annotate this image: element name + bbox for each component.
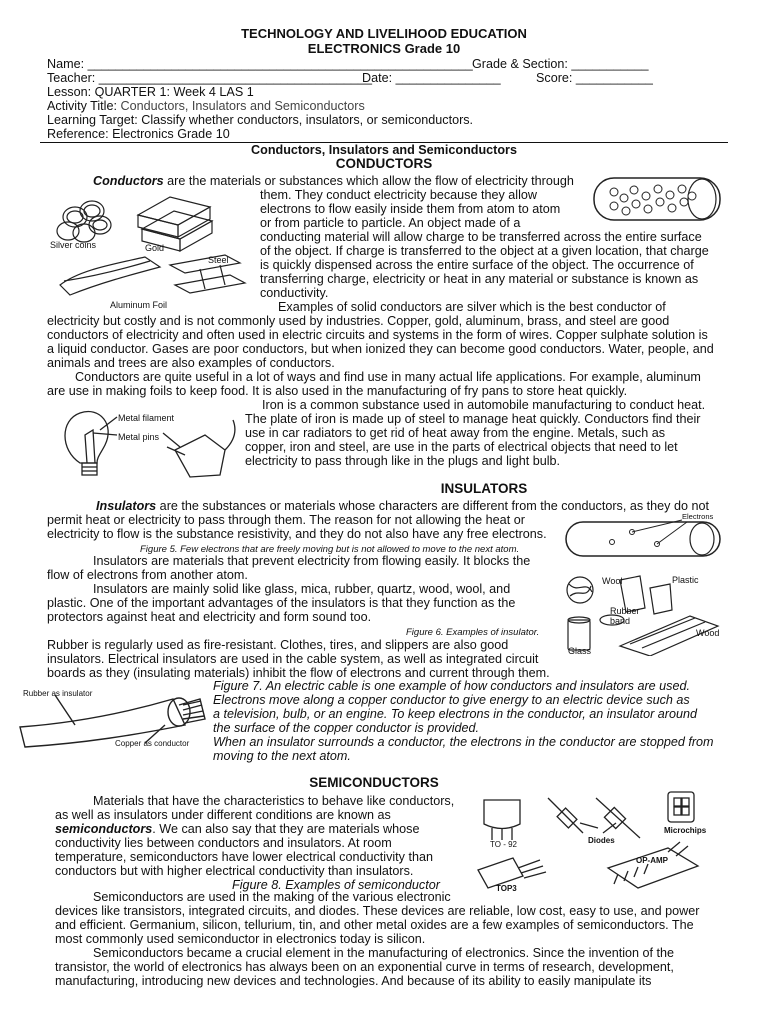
- semi-p2-line-4: most commonly used semiconductor in electronics today is silicon.: [55, 932, 426, 946]
- insulator-electron-tube: [562, 512, 724, 560]
- label-microchips: Microchips: [664, 826, 707, 835]
- semiconductors-term: semiconductors: [55, 822, 153, 836]
- figure-7-caption-line-1: Figure 7. An electric cable is one example of how conductors and insulators are used.: [213, 679, 690, 693]
- semi-p3-line-2: transistor, the world of electronics has always been on an exponential curve in terms of research, development,: [55, 960, 674, 974]
- insulators-p2-line-3: Insulators are mainly solid like glass, mica, rubber, quartz, wood, wool, and: [93, 582, 511, 596]
- insulators-p2-line-1: Insulators are materials that prevent electricity from flowing easily. It blocks the: [93, 554, 531, 568]
- label-to92: TO - 92: [490, 840, 517, 849]
- label-rubber-insulator: Rubber as insulator: [23, 689, 93, 698]
- conductors-p3-line-7: electricity to pass through like in the plugs and light bulb.: [245, 454, 561, 468]
- semi-p1-line-2: as well as insulators under different conditions are known as: [55, 808, 391, 822]
- label-wool: Wool: [602, 576, 623, 586]
- label-rubber-band-1: Rubber: [610, 606, 640, 616]
- conductors-p2-line-5: animals and trees are also examples of conductors.: [47, 356, 335, 370]
- semi-p1-line-5: temperature, semiconductors have lower electrical conductivity than: [55, 850, 433, 864]
- bulb-and-plug-figure: [55, 405, 240, 485]
- insulators-term: Insulators: [96, 499, 157, 513]
- conductors-p2-line-1: Examples of solid conductors are silver which is the best conductor of: [278, 300, 666, 314]
- reference-line: Reference: Electronics Grade 10: [47, 127, 230, 141]
- insulators-p2-line-4: plastic. One of the important advantages of the insulators is that they function as the: [47, 596, 516, 610]
- conductors-p1-line-4: or from particle to particle. An object made of a: [260, 216, 521, 230]
- figure-7-caption-line-4: the surface of the copper conductor is provided.: [213, 721, 480, 735]
- conductor-tube-drawing: [592, 176, 722, 222]
- main-title: Conductors, Insulators and Semiconductors: [251, 143, 517, 157]
- conductors-p3-line-3: Iron is a common substance used in automobile manufacturing to conduct heat.: [262, 398, 706, 412]
- semiconductors-heading: SEMICONDUCTORS: [309, 775, 439, 790]
- conductors-p3-line-5: use in car radiators to get rid of heat away from the engine. Metals, such as: [245, 426, 666, 440]
- label-copper-conductor: Copper as conductor: [115, 739, 190, 748]
- insulators-p1-line-1: [96, 499, 709, 513]
- conductors-heading: CONDUCTORS: [335, 156, 433, 171]
- cable-figure: [15, 685, 210, 750]
- semi-p1-line-3-text: . We can also say that they are materials whose: [152, 822, 420, 836]
- learning-target: Learning Target: Classify whether conductors, insulators, or semiconductors.: [47, 113, 474, 127]
- label-plastic: Plastic: [672, 575, 699, 585]
- insulators-p3-line-1: Rubber is regularly used as fire-resistant. Clothes, tires, and slippers are also good: [47, 638, 509, 652]
- teacher-field-label: Teacher: _______________________________________: [47, 71, 372, 85]
- figure-6-caption: Figure 6. Examples of insulator.: [406, 627, 540, 638]
- conductors-p1-line-8: transferring charge, electricity or heat in any material or substance is known as: [260, 272, 699, 286]
- label-glass: Glass: [568, 646, 592, 656]
- label-silver-coins: Silver coins: [50, 240, 97, 250]
- label-gold: Gold: [145, 243, 165, 253]
- conductors-p2-line-2: electricity but costly and is not commonly used by industries. Copper, gold, aluminum, brass, and steel are good: [47, 314, 670, 328]
- conductor-electron-tube: [592, 176, 722, 222]
- conductors-p3-line-4: The plate of iron is made up of steel to manage heat quickly. Conductors find their: [245, 412, 701, 426]
- semi-p3-line-1: Semiconductors became a crucial element in the manufacturing of electronics. Since the invention of the: [93, 946, 675, 960]
- insulators-p3-line-3: boards as they (insulating materials) inhibit the flow of electrons and current through them.: [47, 666, 550, 680]
- conductors-p2-line-3: conductors of electricity and often used in electric circuits and systems in the form of wires. Copper sulphate solution is: [47, 328, 708, 342]
- activity-title-label: Activity Title:: [47, 99, 117, 113]
- grade-section-field-label: Grade & Section: ___________: [472, 57, 649, 71]
- conductors-p1-text: are the materials or substances which allow the flow of electricity through: [163, 174, 574, 188]
- insulators-p1-line-2: permit heat or electricity to pass through them. The reason for not allowing the heat or: [47, 513, 525, 527]
- score-field-label: Score: ___________: [536, 71, 653, 85]
- date-field-label: Date: _______________: [362, 71, 501, 85]
- label-diodes: Diodes: [588, 836, 615, 845]
- semi-p2-line-2: devices like transistors, integrated circuits, and diodes. These devices are reliable, low cost, easy to use, and power: [55, 904, 700, 918]
- label-aluminum-foil: Aluminum Foil: [110, 300, 168, 310]
- label-metal-filament: Metal filament: [118, 413, 175, 423]
- conductors-p1-line-9: conductivity.: [260, 286, 329, 300]
- conductors-p1-line-5: conducting material will allow charge to be transferred across the entire surface: [260, 230, 702, 244]
- insulators-p3-line-2: insulators. Electrical insulators are used in the cable system, as well as integrated circuit: [47, 652, 539, 666]
- insulator-materials-figure: [560, 568, 725, 656]
- conductors-p1-line-7: is quickly dispensed across the entire surface of the object. The occurrence of: [260, 258, 694, 272]
- semi-p1-line-3: [55, 822, 419, 836]
- conductors-p3-line-6: copper, iron and steel, are use in the parts of electrical objects that need to let: [245, 440, 678, 454]
- insulators-p1-line-3: electricity to flow is the substance resistivity, and they do not also have any free electrons.: [47, 527, 547, 541]
- conductors-p1-line-3: electrons to flow easily inside them from atom to atom: [260, 202, 561, 216]
- semi-p2-line-1: Semiconductors are used in the making of the various electronic: [93, 890, 451, 904]
- semi-p1-line-4: conductivity lies between conductors and insulators. At room: [55, 836, 392, 850]
- label-top3: TOP3: [496, 884, 517, 893]
- conductors-p1-line-6: of the object. If charge is transferred to the object at a given location, that charge: [260, 244, 709, 258]
- conductors-p1-line-2: them. They conduct electricity because they allow: [260, 188, 537, 202]
- conductor-materials-figure: [50, 185, 255, 310]
- label-steel: Steel: [208, 255, 229, 265]
- figure-7-caption-line-2: Electrons move along a copper conductor to give energy to an electric device such as: [213, 693, 690, 707]
- figure-7-caption-line-6: moving to the next atom.: [213, 749, 351, 763]
- activity-title-value: Conductors, Insulators and Semiconductors: [120, 99, 365, 113]
- header-subtitle: ELECTRONICS Grade 10: [307, 41, 461, 56]
- insulators-p2-line-5: protectors against heat and electricity and form sound too.: [47, 610, 372, 624]
- semi-p1-line-1: Materials that have the characteristics to behave like conductors,: [93, 794, 455, 808]
- label-metal-pins: Metal pins: [118, 432, 160, 442]
- label-op-amp: OP-AMP: [636, 856, 668, 865]
- conductors-p3-line-2: are use in making foils to keep food. It is also used in the manufacturing of fry pans to store heat quickly.: [47, 384, 628, 398]
- conductors-p3-line-1: Conductors are quite useful in a lot of ways and find use in many actual life applications. For example, aluminum: [75, 370, 701, 384]
- label-wood: Wood: [696, 628, 720, 638]
- semi-p2-line-3: and efficient. Germanium, silicon, tellurium, tin, and other metal oxides are a few examples of semiconductors. The: [55, 918, 694, 932]
- semiconductor-devices-figure: [468, 788, 718, 898]
- insulators-p1-text: are the substances or materials whose characters are different from the conductors, as they do not: [156, 499, 709, 513]
- lesson-line: Lesson: QUARTER 1: Week 4 LAS 1: [47, 85, 254, 99]
- figure-8-caption: Figure 8. Examples of semiconductor: [232, 878, 440, 892]
- figure-7-caption-line-3: a television, bulb, or an engine. To keep electrons in the conductor, an insulator around: [213, 707, 698, 721]
- conductors-term: Conductors: [93, 174, 164, 188]
- name-field-label: Name: _______________________________________________________: [47, 57, 473, 71]
- insulator-materials-drawing: [560, 568, 725, 656]
- header-title: TECHNOLOGY AND LIVELIHOOD EDUCATION: [241, 26, 527, 41]
- activity-title-line: [47, 99, 365, 113]
- label-rubber-band-2: band: [610, 616, 631, 626]
- insulators-p2-line-2: flow of electrons from another atom.: [47, 568, 248, 582]
- semi-p3-line-3: manufacturing, introducing new devices and technologies. And because of its ability to easily manipulate its: [55, 974, 652, 988]
- insulators-heading: INSULATORS: [440, 481, 528, 496]
- semi-p1-line-6: conductors but with higher electrical conductivity than insulators.: [55, 864, 414, 878]
- figure-7-caption-line-5: When an insulator surrounds a conductor, the electrons in the conductor are stopped from: [213, 735, 714, 749]
- figure-5-caption: Figure 5. Few electrons that are freely moving but is not allowed to move to the next atom.: [140, 544, 520, 555]
- label-electrons: Electrons: [682, 512, 714, 521]
- conductors-p2-line-4: a liquid conductor. Gases are poor conductors, but when ionized they can become good conductors. Water, people, and: [47, 342, 714, 356]
